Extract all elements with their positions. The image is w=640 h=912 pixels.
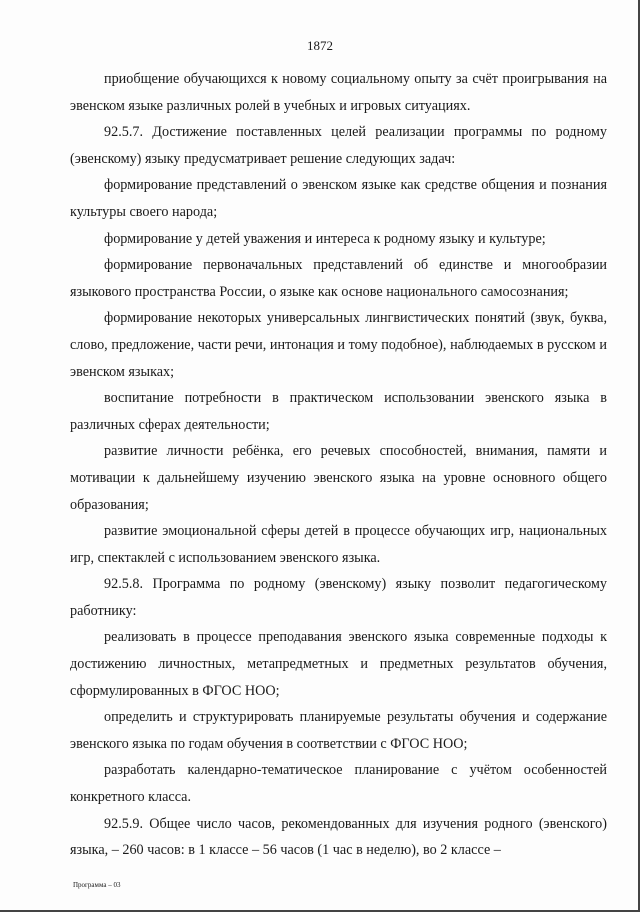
paragraph: приобщение обучающихся к новому социальному опыту за счёт проигрывания на эвенском языке различных ролей в учебных и игровых ситуациях.	[70, 71, 607, 114]
paragraph: 92.5.8. Программа по родному (эвенскому) языку позволит педагогическому работнику:	[70, 576, 607, 619]
paragraph: формирование у детей уважения и интереса к родному языку и культуре;	[104, 230, 546, 247]
paragraph: развитие личности ребёнка, его речевых способностей, внимания, памяти и мотивации к дальнейшему изучению эвенского языка на уровне основного общего образования;	[70, 443, 607, 513]
footer-label: Программа – 03	[73, 881, 121, 889]
paragraph: формирование первоначальных представлений об единстве и многообразии языкового пространства России, о языке как основе национального самосознания;	[70, 257, 607, 300]
paragraph: определить и структурировать планируемые результаты обучения и содержание эвенского языка по годам обучения в соответствии с ФГОС НОО;	[70, 709, 607, 752]
page-number: 1872	[307, 38, 333, 53]
paragraph: реализовать в процессе преподавания эвенского языка современные подходы к достижению личностных, метапредметных и предметных результатов обучения, сформулированных в ФГОС НОО;	[70, 629, 607, 699]
paragraph: 92.5.9. Общее число часов, рекомендованных для изучения родного (эвенского) языка, – 260 часов: в 1 классе – 56 часов (1 час в неделю), во 2 классе –	[70, 815, 607, 859]
paragraph: развитие эмоциональной сферы детей в процессе обучающих игр, национальных игр, спектаклей с использованием эвенского языка.	[70, 523, 607, 566]
paragraph: 92.5.7. Достижение поставленных целей реализации программы по родному (эвенскому) языку предусматривает решение следующих задач:	[70, 124, 607, 167]
paragraph: формирование некоторых универсальных лингвистических понятий (звук, буква, слово, предложение, части речи, интонация и тому подобное), наблюдаемых в русском и эвенском языках;	[70, 310, 607, 380]
paragraph: воспитание потребности в практическом использовании эвенского языка в различных сферах деятельности;	[70, 390, 607, 433]
paragraph: формирование представлений о эвенском языке как средстве общения и познания культуры своего народа;	[70, 177, 607, 220]
document-body	[70, 66, 607, 864]
paragraph: разработать календарно-тематическое планирование с учётом особенностей конкретного класса.	[70, 762, 607, 806]
